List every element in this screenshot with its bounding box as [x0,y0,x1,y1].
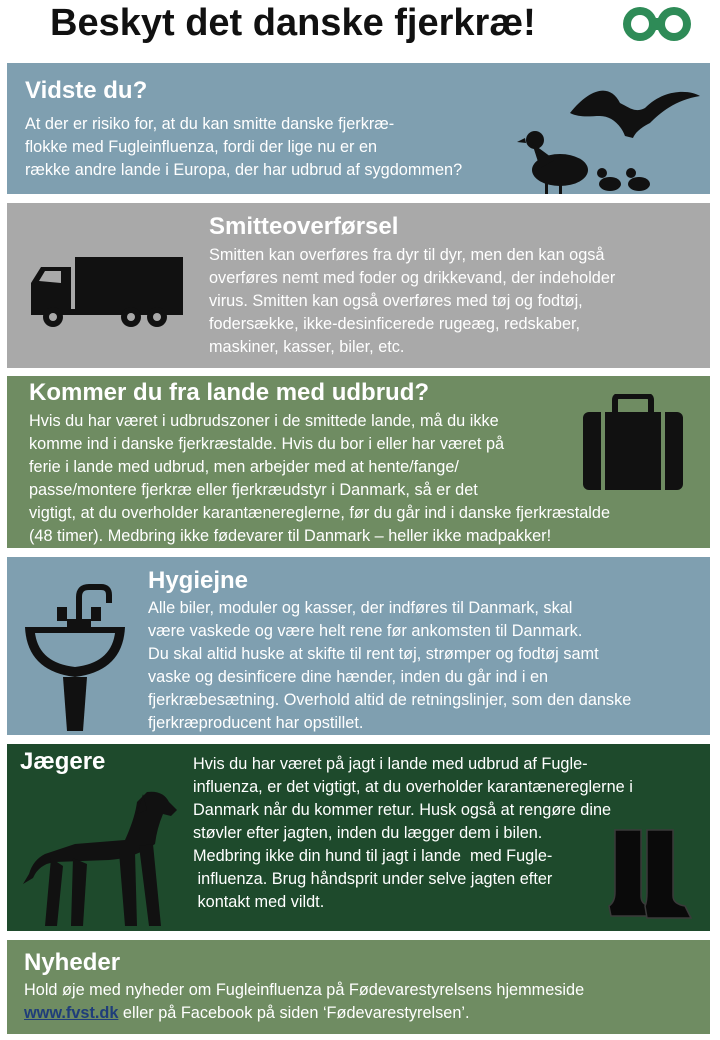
section-text-line: maskiner, kasser, biler, etc. [209,338,405,356]
section-text-line: Hvis du har været på jagt i lande med udbrud af Fugle- [193,755,588,773]
dog-icon [15,788,181,928]
section-text-line: Smitten kan overføres fra dyr til dyr, men den kan også [209,246,605,264]
section-text-line: komme ind i danske fjerkræstalde. Hvis du bor i eller har været på [29,435,505,453]
section-text-line: passe/montere fjerkræ eller fjerkræudstyr i Danmark, så er det [29,481,478,499]
section-text-rest: eller på Facebook på siden ‘Fødevarestyrelsen’. [118,1004,470,1022]
section-text-line: flokke med Fugleinfluenza, fordi der lige nu er en [25,138,378,156]
section-text-line: (48 timer). Medbring ikke fødevarer til Danmark – heller ikke madpakker! [29,527,552,545]
section-text-line: influenza. Brug håndsprit under selve jagten efter [193,870,553,888]
section-text-line: støvler efter jagten, inden du lægger dem i bilen. [193,824,543,842]
section-text-line: virus. Smitten kan også overføres med tøj og fodtøj, [209,292,583,310]
section-hygiejne [7,557,710,735]
section-text-line [24,1002,470,1025]
truck-icon [27,255,187,329]
birds-icon [515,78,705,196]
section-text-line: At der er risiko for, at du kan smitte danske fjerkræ- [25,115,395,133]
section-kommer-du-fra [7,376,710,548]
section-text-line: fjerkræbesætning. Overhold altid de retningslinjer, som den danske [148,691,632,709]
section-text-line: Danmark når du kommer retur. Husk også at rengøre dine [193,801,612,819]
section-text-line: vigtigt, at du overholder karantænereglerne, før du går ind i danske fjerkræstalde [29,504,611,522]
section-text-line: kontakt med vildt. [193,893,325,911]
fvst-link[interactable]: www.fvst.dk [24,1004,119,1022]
section-heading: Vidste du? [25,77,148,104]
rubber-boots-icon [607,826,697,922]
section-text-line: fodersække, ikke-desinficerede rugeæg, redskaber, [209,315,581,333]
section-text-line: Hold øje med nyheder om Fugleinfluenza på Fødevarestyrelsens hjemmeside [24,981,585,999]
section-text-line: række andre lande i Europa, der har udbrud af sygdommen? [25,161,463,179]
section-jaegere [7,744,710,931]
section-heading: Kommer du fra lande med udbrud? [29,379,430,406]
section-smitteoverforsel [7,203,710,368]
section-text-line: overføres nemt med foder og drikkevand, der indeholder [209,269,616,287]
section-text-line: Alle biler, moduler og kasser, der indføres til Danmark, skal [148,599,573,617]
section-text-line: fjerkræproducent har opstillet. [148,714,364,732]
section-text-line: vaske og desinficere dine hænder, inden du går ind i en [148,668,549,686]
section-text-line: influenza, er det vigtigt, at du overholder karantænereglerne i [193,778,633,796]
section-heading: Hygiejne [148,567,249,594]
section-heading: Jægere [20,748,106,775]
section-heading: Nyheder [24,949,121,976]
sink-icon [23,581,127,731]
section-text-line: Hvis du har været i udbrudszoner i de smittede lande, må du ikke [29,412,499,430]
section-nyheder [7,940,710,1034]
suitcase-icon [581,394,685,492]
section-text-line: ferie i lande med udbrud, men arbejder med at hente/fange/ [29,458,459,476]
section-heading: Smitteoverførsel [209,213,399,240]
section-vidste-du [7,63,710,194]
landbrug-foedevarer-logo [622,4,692,44]
section-text-line: være vaskede og være helt rene før ankomsten til Danmark. [148,622,583,640]
section-text-line: Medbring ikke din hund til jagt i lande med Fugle- [193,847,553,865]
section-text-line: Du skal altid huske at skifte til rent tøj, strømper og fodtøj samt [148,645,599,663]
page-title: Beskyt det danske fjerkræ! [50,2,536,44]
